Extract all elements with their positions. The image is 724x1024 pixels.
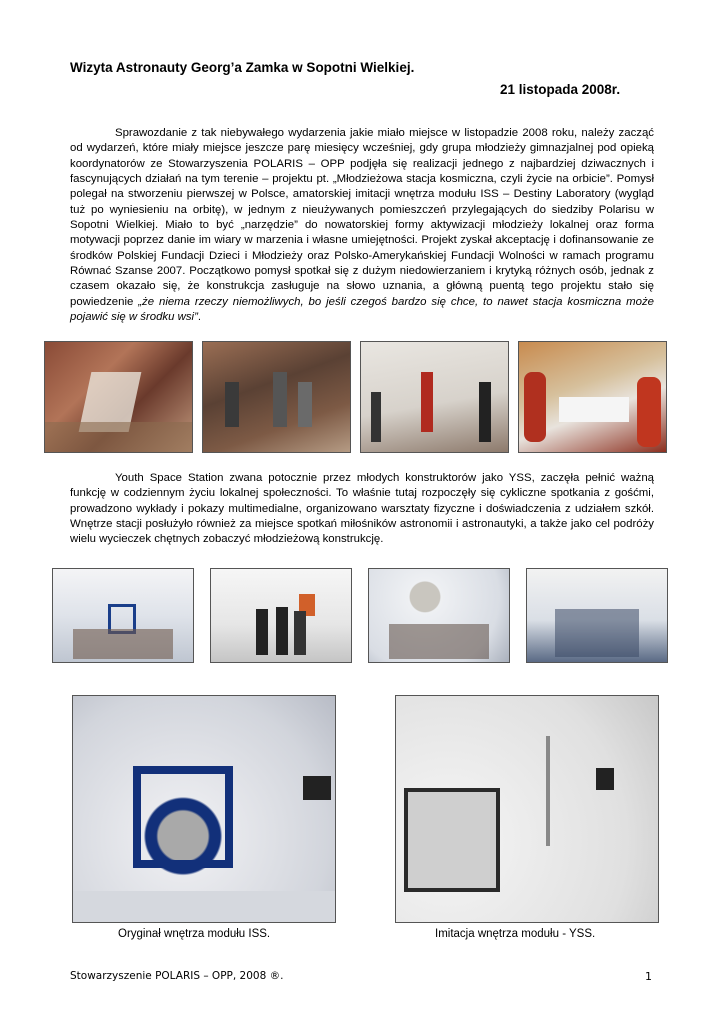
paragraph-intro-text: Sprawozdanie z tak niebywałego wydarzenia jakie miało miejsce w listopadzie 2008 roku, należy zacząć od wydarzeń, które miały miejsce jeszcze parę miesięcy wcześniej, gdy grupa młodzieży gimnazjalnej pod opieką koordynatorów ze Stowarzyszenia POLARIS – OPP podjęła się realizacji jednego z najbardziej dziwacznych i fascynujących działań na tym terenie – projektu pt. „Młodzieżowa stacja kosmiczna, czyli życie na orbicie”. Pomysł polegał na stworzeniu pierwszej w Polsce, amatorskiej imitacji wnętrza modułu ISS – Destiny Laboratory (wygląd tuż po wyniesieniu na orbitę), w jednym z nieużywanych pomieszczeń przylegających do siedziby Polarisu w Sopotni Wielkiej. Miało to być „narzędzie” do nowatorskiej formy aktywizacji młodzieży lokalnej oraz forma motywacji poprzez danie im wiary w marzenia i własne umiejętności. Projekt zyskał akceptację i dofinansowanie ze środków Polskiej Fundacji Dzieci i Młodzieży oraz Polsko-Amerykańskiej Fundacji Wolności w ramach programu Równać Szanse 2007. Początkowo pomysł spotkał się z dużym niedowierzaniem i krytyką różnych osób, jednak z czasem okazało się, że konstrukcja zasługuje na słowo uznania, a główną puentą tego projektu stało się powiedzenie [70,127,654,308]
photo-station-large-group [526,568,668,663]
paragraph-intro-end: . [197,311,202,324]
document-date: 21 listopada 2008r. [500,82,621,97]
photo-iss-original-interior [72,695,336,923]
caption-yss: Imitacja wnętrza modułu - YSS. [435,928,596,940]
paragraph-intro-quote: „że niema rzeczy niemożliwych, bo jeśli czegoś bardzo się chce, to nawet stacja kosmiczna może pojawić się w środku wsi” [70,295,654,324]
photo-station-moon-talk [368,568,510,663]
paragraph-yss: Youth Space Station zwana potocznie przez młodych konstruktorów jako YSS, zaczęła pełnić ważną funkcję w codziennym życiu lokalnej społeczności. To właśnie tutaj rozpoczęły się cykliczne spotkania z gośćmi, prowadzono wykłady i pokazy multimedialne, organizowano warsztaty fizyczne i doświadczenia z udziałem szkół. Wnętrze stacji posłużyło również za miejsce spotkań miłośników astronomii i astronautyki, a także jako cel podróży wielu wycieczek chętnych zobaczyć młodzieżową konstrukcję. [70,472,654,546]
photo-station-interior-audience [52,568,194,663]
photo-station-group-three [210,568,352,663]
photo-construction-rubble [44,341,193,453]
photo-yss-imitation-interior [395,695,659,923]
footer-text: Stowarzyszenie POLARIS – OPP, 2008 ®. [70,970,284,982]
photo-wall-assembly [360,341,509,453]
photo-workers-interior [202,341,351,453]
photo-students-table [518,341,667,453]
document-title: Wizyta Astronauty Georg’a Zamka w Sopotni Wielkiej. [70,60,415,75]
caption-iss: Oryginał wnętrza modułu ISS. [118,928,271,940]
page-number: 1 [645,970,652,983]
paragraph-intro [70,126,654,325]
